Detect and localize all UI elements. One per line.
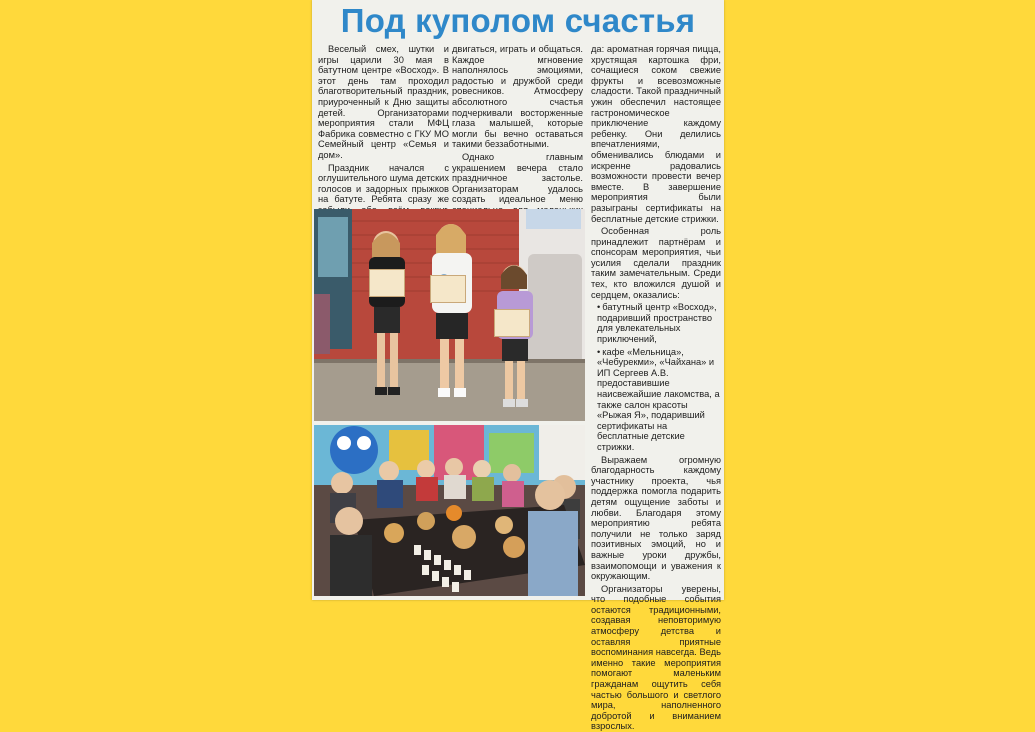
article-headline: Под куполом счастья: [340, 2, 696, 39]
bullet-text: кафе «Мельница», «Чебурекми», «Чайхана» и ИП Сергеев А.В. предоставившие наисвежайшие лакомства, а также салон красоты «Рыжая Я», подаривший сертификаты на бесплатные детские стрижки.: [597, 346, 720, 452]
certificate-card: [430, 275, 466, 303]
paragraph: Выражаем огромную благодарность каждому участнику проекта, чья поддержка помогла подарить детям ощущение заботы и любви. Благодаря этому мероприятию ребята получили не только заряд позитивных эмоций, но и важные уроки дружбы, взаимопомощи и уважения к окружающим.: [591, 454, 721, 582]
certificate-card: [369, 269, 405, 297]
newspaper-clipping: [312, 0, 724, 732]
photo-girls-with-certificates: [314, 209, 585, 421]
text-column-2: [452, 44, 583, 206]
partner-bullet: • кафе «Мельница», «Чебурекми», «Чайхана» и ИП Сергеев А.В. предоставившие наисвежайшие лакомства, а также салон красоты «Рыжая Я», подаривший сертификаты на бесплатные детские стрижки.: [597, 346, 720, 452]
paragraph: двигаться, играть и общаться. Каждое мгновение наполнялось эмоциями, радостью и дружбой среди ровесников. Атмосферу абсолютного счастья подчеркивали восторженные глаза малышей, которые могли бы вечно оставаться такими беззаботными.: [452, 44, 583, 150]
paragraph: Организаторы уверены, что подобные события остаются традиционными, создавая неповторимую атмосферу детства и оставляя приятные воспоминания навсегда. Ведь именно такие мероприятия помогают маленьким гражданам ощутить себя частью большого и светлого мира, наполненного добротой и вниманием взрослых.: [591, 583, 721, 732]
bullet-text: батутный центр «Восход», подаривший пространство для увлекательных приключений,: [597, 302, 717, 345]
paragraph: да: ароматная горячая пицца, хрустящая картошка фри, сочащиеся соком свежие фрукты и всевозможные сладости. Такой праздничный ужин обеспечил настоящее гастрономическое приключение каждому ребенку. Они делились впечатлениями, обменивались блюдами и искренне радовались возможности провести вечер вместе. В завершение мероприятия были разыграны сертификаты на бесплатные детские стрижки.: [591, 44, 721, 224]
certificate-card: [494, 309, 530, 337]
paragraph: Веселый смех, шутки и игры царили 30 мая в батутном центре «Восход». В этот день там проходил благотворительный праздник, приуроченный к Дню защиты детей. Организаторами мероприятия стали МФЦ Фабрика совместно с ГКУ МО Семейный центр «Семья и дом».: [318, 44, 449, 160]
paragraph: Особенная роль принадлежит партнёрам и спонсорам мероприятия, чьи усилия сделали праздник таким замечательным. Среди тех, кто вложился душой и сердцем, оказались:: [591, 226, 721, 300]
text-column-1: [318, 44, 449, 206]
photo-table-illustration: [314, 425, 585, 596]
text-column-3: [591, 44, 721, 732]
paragraph: Однако главным украшением вечера стало праздничное застолье. Организаторам удалось создать идеальное меню: [452, 151, 583, 205]
partner-bullet: • батутный центр «Восход», подаривший пространство для увлекательных приключений,: [597, 302, 717, 345]
photo-festive-table: [314, 425, 585, 596]
paragraph: Праздник начался с оглушительного шума детских голосов и задорных прыжков на батуте. Ребята сразу же: [318, 162, 449, 205]
photo-girls-illustration: [314, 209, 585, 421]
